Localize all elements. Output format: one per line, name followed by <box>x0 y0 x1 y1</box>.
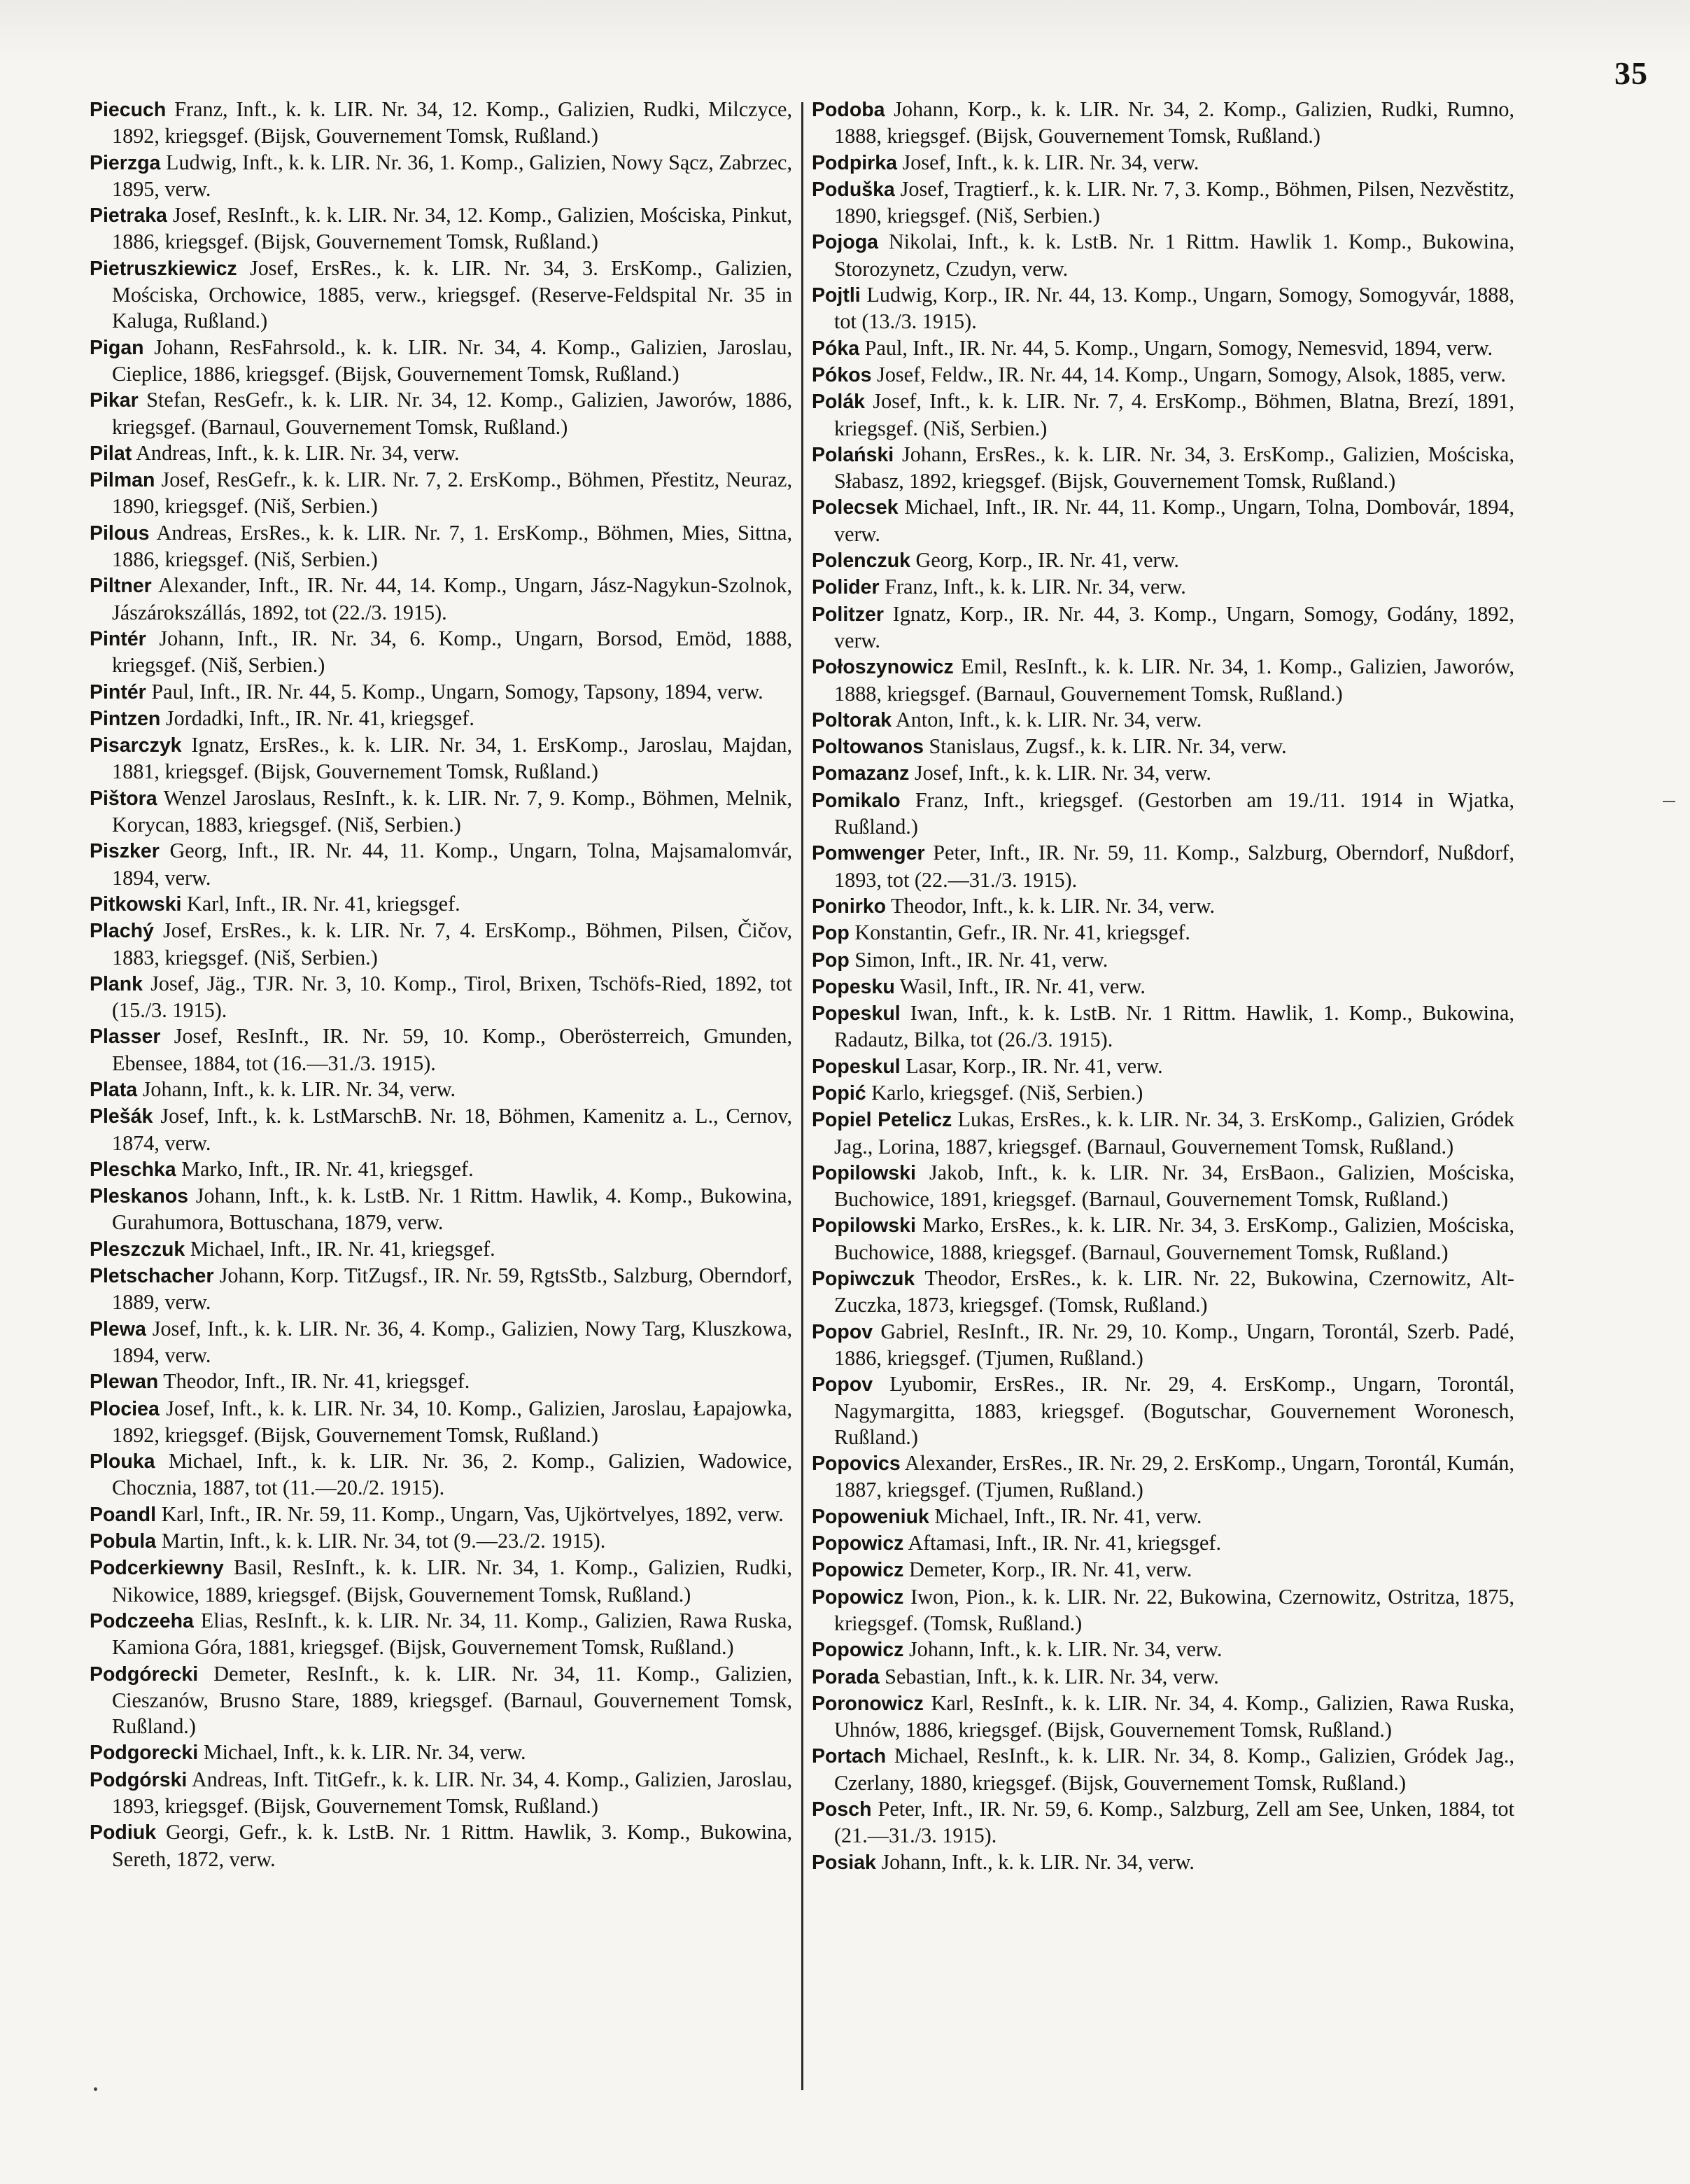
entry-details: Michael, Inft., k. k. LIR. Nr. 34, verw. <box>198 1740 526 1765</box>
entry-surname: Pobula <box>90 1530 157 1553</box>
entry-surname: Pilous <box>90 522 150 545</box>
entry-details: Michael, Inft., IR. Nr. 41, verw. <box>929 1504 1202 1528</box>
entry-surname: Popić <box>812 1082 866 1105</box>
entry-surname: Połoszynowicz <box>812 656 954 679</box>
entry-details: Johann, Inft., k. k. LstB. Nr. 1 Rittm. Hawlik, 4. Komp., Bukowina, Gurahumora, Bottuschana, 1879, verw. <box>112 1184 792 1235</box>
entry <box>90 1316 792 1369</box>
entry-details: Karl, Inft., IR. Nr. 41, kriegsgef. <box>181 891 460 916</box>
entry-surname: Pintér <box>90 680 146 704</box>
entry-surname: Piltner <box>90 575 152 598</box>
entry-details: Peter, Inft., IR. Nr. 59, 6. Komp., Salzburg, Zell am See, Unken, 1884, tot (21.—31./3. 1915). <box>834 1797 1514 1848</box>
entry <box>90 706 792 732</box>
entry <box>812 1319 1514 1372</box>
entry-surname: Piecuch <box>90 99 167 121</box>
entry <box>812 229 1514 282</box>
entry-surname: Plasser <box>90 1026 161 1049</box>
entry <box>90 573 792 626</box>
entry-details: Jakob, Inft., k. k. LIR. Nr. 34, ErsBaon., Galizien, Mościska, Buchowice, 1891, kriegsgef. (Barnaul, Gouvernement Tomsk, Rußland.) <box>834 1160 1514 1212</box>
entry-details: Johann, Inft., k. k. LIR. Nr. 34, verw. <box>875 1849 1195 1874</box>
entry <box>812 1107 1514 1160</box>
entry-surname: Pitkowski <box>90 892 182 916</box>
entry-details: Josef, Tragtierf., k. k. LIR. Nr. 7, 3. Komp., Böhmen, Pilsen, Nezvěstitz, 1890, kriegsgef. (Niš, Serbien.) <box>834 176 1514 228</box>
entry-details: Lasar, Korp., IR. Nr. 41, verw. <box>900 1054 1163 1078</box>
entry <box>812 176 1514 230</box>
entry-details: Andreas, ErsRes., k. k. LIR. Nr. 7, 1. ErsKomp., Böhmen, Mies, Sittna, 1886, kriegsgef. (Niš, Serbien.) <box>112 520 792 572</box>
entry-surname: Posiak <box>812 1851 876 1874</box>
entry-details: Marko, ErsRes., k. k. LIR. Nr. 34, 3. ErsKomp., Galizien, Mościska, Buchowice, 1888, kriegsgef. (Barnaul, Gouvernement Tomsk, Rußland.) <box>834 1213 1514 1264</box>
entry <box>90 626 792 679</box>
entry-surname: Pókos <box>812 363 872 386</box>
entry-details: Iwon, Pion., k. k. LIR. Nr. 22, Bukowina, Czernowitz, Ostritza, 1875, kriegsgef. (Tomsk, Rußland.) <box>834 1584 1514 1635</box>
entry-surname: Polider <box>812 576 880 599</box>
entry-surname: Popowicz <box>812 1639 904 1662</box>
entry-surname: Plata <box>90 1078 138 1101</box>
entry-surname: Plewan <box>90 1371 159 1394</box>
entry-surname: Porada <box>812 1665 880 1688</box>
entry-surname: Pletschacher <box>90 1265 214 1288</box>
entry-details: Wasil, Inft., IR. Nr. 41, verw. <box>894 974 1146 998</box>
entry-surname: Pop <box>812 948 850 972</box>
entry <box>812 1557 1514 1583</box>
entry-details: Josef, ResInft., k. k. LIR. Nr. 34, 12. Komp., Galizien, Mościska, Pinkut, 1886, kriegsgef. (Bijsk, Gouvernement Tomsk, Rußland.) <box>112 203 792 254</box>
entry <box>812 601 1514 654</box>
entry-surname: Plešák <box>90 1105 153 1128</box>
entry <box>812 1450 1514 1504</box>
entry <box>90 1555 792 1608</box>
entry-details: Simon, Inft., IR. Nr. 41, verw. <box>849 947 1108 972</box>
entry-surname: Plouka <box>90 1450 155 1474</box>
entry-surname: Polański <box>812 443 894 466</box>
entry-surname: Pleskanos <box>90 1185 188 1208</box>
entry-surname: Popowicz <box>812 1586 904 1609</box>
entry-surname: Polák <box>812 391 866 414</box>
entry <box>90 97 792 150</box>
entry <box>812 1637 1514 1663</box>
entry <box>90 1077 792 1103</box>
entry-details: Michael, Inft., IR. Nr. 41, kriegsgef. <box>185 1236 495 1261</box>
entry-surname: Pleszczuk <box>90 1238 185 1261</box>
entry-details: Karl, Inft., IR. Nr. 59, 11. Komp., Ungarn, Vas, Ujkörtvelyes, 1892, verw. <box>156 1502 784 1526</box>
entry <box>812 282 1514 335</box>
entry-surname: Polenczuk <box>812 550 910 573</box>
entry-surname: Pleschka <box>90 1158 176 1181</box>
entry <box>90 891 792 918</box>
entry-details: Gabriel, ResInft., IR. Nr. 29, 10. Komp., Ungarn, Torontál, Szerb. Padé, 1886, kriegsgef. (Tjumen, Rußland.) <box>834 1319 1514 1370</box>
entry-surname: Popilowski <box>812 1161 916 1184</box>
entry <box>90 255 792 335</box>
entry-surname: Pintér <box>90 627 146 650</box>
entry <box>812 974 1514 1000</box>
entry-details: Paul, Inft., IR. Nr. 44, 5. Komp., Ungarn, Somogy, Tapsony, 1894, verw. <box>146 679 763 704</box>
entry <box>90 520 792 573</box>
entry <box>812 1160 1514 1213</box>
entry <box>812 707 1514 734</box>
entry-surname: Popiwczuk <box>812 1268 915 1291</box>
entry <box>812 654 1514 707</box>
entry-surname: Popovics <box>812 1452 901 1476</box>
entry-surname: Póka <box>812 337 860 360</box>
entry-details: Georg, Korp., IR. Nr. 41, verw. <box>910 548 1179 573</box>
entry <box>90 732 792 785</box>
entry-details: Sebastian, Inft., k. k. LIR. Nr. 34, verw. <box>879 1664 1219 1688</box>
entry <box>90 150 792 203</box>
entry-details: Basil, ResInft., k. k. LIR. Nr. 34, 1. Komp., Galizien, Rudki, Nikowice, 1889, kriegsgef. (Bijsk, Gouvernement Tomsk, Rußland.) <box>112 1555 792 1606</box>
left-column <box>90 97 792 1872</box>
entry-surname: Pomwenger <box>812 842 925 865</box>
entry-surname: Piszker <box>90 840 160 863</box>
entry-details: Josef, ErsRes., k. k. LIR. Nr. 34, 3. ErsKomp., Galizien, Mościska, Orchowice, 1885, verw., kriegsgef. (Reserve-Feldspital Nr. 35 in Kaluga, Rußland.) <box>112 255 792 333</box>
entry-details: Josef, Inft., k. k. LIR. Nr. 34, verw. <box>909 761 1211 785</box>
entry-details: Konstantin, Gefr., IR. Nr. 41, kriegsgef. <box>849 920 1190 945</box>
entry <box>90 387 792 440</box>
entry-details: Peter, Inft., IR. Nr. 59, 11. Komp., Salzburg, Oberndorf, Nußdorf, 1893, tot (22.—31./3. 1915). <box>834 841 1514 892</box>
entry <box>90 1396 792 1449</box>
entry-details: Ignatz, ErsRes., k. k. LIR. Nr. 34, 1. ErsKomp., Jaroslau, Majdan, 1881, kriegsgef. (Bijsk, Gouvernement Tomsk, Rußland.) <box>112 733 792 784</box>
entry <box>90 838 792 891</box>
margin-dot <box>94 2087 97 2091</box>
entry <box>812 1664 1514 1690</box>
entry-details: Franz, Inft., k. k. LIR. Nr. 34, 12. Komp., Galizien, Rudki, Milczyce, 1892, kriegsgef. (Bijsk, Gouvernement Tomsk, Rußland.) <box>112 97 792 148</box>
entry-surname: Pojoga <box>812 231 879 254</box>
entry-details: Demeter, ResInft., k. k. LIR. Nr. 34, 11. Komp., Galizien, Cieszanów, Brusno Stare, 1889, kriegsgef. (Barnaul, Gouvernement Tomsk, Rußland.) <box>112 1661 792 1739</box>
entry <box>90 1528 792 1555</box>
entry-details: Jordadki, Inft., IR. Nr. 41, kriegsgef. <box>160 706 474 730</box>
entry-details: Josef, Inft., k. k. LstMarschB. Nr. 18, Böhmen, Kamenitz a. L., Cernov, 1874, verw. <box>112 1104 792 1155</box>
entry-surname: Podiuk <box>90 1821 157 1844</box>
entry-surname: Pietruszkiewicz <box>90 257 237 280</box>
entry <box>812 1054 1514 1080</box>
entry <box>90 785 792 839</box>
entry-details: Georg, Inft., IR. Nr. 44, 11. Komp., Ungarn, Tolna, Majsamalomvár, 1894, verw. <box>112 839 792 890</box>
entry-surname: Poltowanos <box>812 736 924 759</box>
entry <box>812 1530 1514 1557</box>
entry-surname: Popowicz <box>812 1559 904 1582</box>
entry-details: Josef, ErsRes., k. k. LIR. Nr. 7, 4. ErsKomp., Böhmen, Pilsen, Čičov, 1883, kriegsgef. (Niš, Serbien.) <box>112 918 792 969</box>
entry-surname: Poduška <box>812 178 895 201</box>
entry <box>812 1849 1514 1876</box>
entry <box>812 840 1514 893</box>
entry <box>812 1690 1514 1744</box>
entry <box>90 679 792 706</box>
entry <box>90 202 792 255</box>
entry <box>812 1584 1514 1637</box>
entry-surname: Pietraka <box>90 204 167 227</box>
entry <box>812 335 1514 362</box>
entry-surname: Podczeeha <box>90 1609 194 1632</box>
entry-details: Theodor, Inft., IR. Nr. 41, kriegsgef. <box>158 1369 470 1394</box>
entry-surname: Politzer <box>812 603 884 626</box>
entry-details: Stanislaus, Zugsf., k. k. LIR. Nr. 34, verw. <box>923 734 1287 759</box>
entry-details: Iwan, Inft., k. k. LstB. Nr. 1 Rittm. Hawlik, 1. Komp., Bukowina, Radautz, Bilka, tot (26./3. 1915). <box>834 1001 1514 1052</box>
entry-details: Josef, Inft., k. k. LIR. Nr. 36, 4. Komp., Galizien, Nowy Targ, Kluszkowa, 1894, verw. <box>112 1316 792 1367</box>
entry-details: Elias, ResInft., k. k. LIR. Nr. 34, 11. Komp., Galizien, Rawa Ruska, Kamiona Góra, 1881, kriegsgef. (Bijsk, Gouvernement Tomsk, Rußland.) <box>112 1608 792 1660</box>
entry-details: Michael, Inft., IR. Nr. 44, 11. Komp., Ungarn, Tolna, Dombovár, 1894, verw. <box>834 495 1514 546</box>
entry <box>90 918 792 971</box>
entry-details: Josef, Inft., k. k. LIR. Nr. 34, verw. <box>896 150 1199 174</box>
entry <box>812 788 1514 841</box>
entry <box>812 1266 1514 1319</box>
entry-details: Alexander, Inft., IR. Nr. 44, 14. Komp., Ungarn, Jász-Nagykun-Szolnok, Jászárokszállás, 1892, tot (22./3. 1915). <box>112 573 792 624</box>
entry <box>90 440 792 467</box>
entry-surname: Poandl <box>90 1503 157 1526</box>
entry-surname: Pištora <box>90 787 157 810</box>
column-divider <box>801 102 803 2090</box>
entry <box>812 920 1514 946</box>
entry-surname: Podgórski <box>90 1768 188 1791</box>
page-number: 35 <box>1614 55 1648 91</box>
entry <box>812 1371 1514 1450</box>
entry-details: Theodor, ErsRes., k. k. LIR. Nr. 22, Bukowina, Czernowitz, Alt-Zuczka, 1873, kriegsgef. (Tomsk, Rußland.) <box>834 1266 1514 1317</box>
entry-details: Aftamasi, Inft., IR. Nr. 41, kriegsgef. <box>903 1531 1222 1555</box>
entry-surname: Podgorecki <box>90 1742 199 1765</box>
entry <box>90 1502 792 1528</box>
entry-surname: Podcerkiewny <box>90 1557 224 1580</box>
entry <box>90 335 792 388</box>
entry <box>90 1608 792 1661</box>
entry-details: Josef, ResGefr., k. k. LIR. Nr. 7, 2. ErsKomp., Böhmen, Přestitz, Neuraz, 1890, kriegsgef. (Niš, Serbien.) <box>112 468 792 519</box>
entry-surname: Portach <box>812 1745 887 1768</box>
entry-surname: Popesku <box>812 975 895 998</box>
entry-details: Michael, Inft., k. k. LIR. Nr. 36, 2. Komp., Galizien, Wadowice, Chocznia, 1887, tot (11.—20./2. 1915). <box>112 1449 792 1500</box>
entry-details: Josef, Inft., k. k. LIR. Nr. 7, 4. ErsKomp., Böhmen, Blatna, Brezí, 1891, kriegsgef. (Niš, Serbien.) <box>834 389 1514 440</box>
entry-surname: Podpirka <box>812 151 897 174</box>
entry <box>90 1448 792 1502</box>
entry <box>812 1743 1514 1796</box>
entry <box>90 1740 792 1766</box>
entry-surname: Pilat <box>90 442 132 465</box>
entry-details: Lyubomir, ErsRes., IR. Nr. 29, 4. ErsKomp., Ungarn, Torontál, Nagymargitta, 1883, kriegsgef. (Bogutschar, Gouvernement Woronesch, Rußland.) <box>834 1372 1514 1449</box>
entry-surname: Popilowski <box>812 1214 916 1238</box>
entry-surname: Poronowicz <box>812 1692 924 1715</box>
entry-surname: Pomikalo <box>812 789 901 812</box>
entry-details: Paul, Inft., IR. Nr. 44, 5. Komp., Ungarn, Somogy, Nemesvid, 1894, verw. <box>859 335 1493 360</box>
entry-surname: Popoweniuk <box>812 1505 929 1528</box>
entry-surname: Pintzen <box>90 707 161 730</box>
entry-details: Johann, Inft., k. k. LIR. Nr. 34, verw. <box>903 1637 1223 1662</box>
entry-details: Josef, ResInft., IR. Nr. 59, 10. Komp., Oberösterreich, Gmunden, Ebensee, 1884, tot (16.—31./3. 1915). <box>112 1024 792 1075</box>
entry <box>812 1080 1514 1107</box>
entry <box>90 1156 792 1183</box>
entry-details: Ignatz, Korp., IR. Nr. 44, 3. Komp., Ungarn, Somogy, Godány, 1892, verw. <box>834 601 1514 652</box>
entry-details: Alexander, ErsRes., IR. Nr. 29, 2. ErsKomp., Ungarn, Torontál, Kumán, 1887, kriegsgef. (Tjumen, Rußland.) <box>834 1451 1514 1502</box>
entry-details: Josef, Jäg., TJR. Nr. 3, 10. Komp., Tirol, Brixen, Tschöfs-Ried, 1892, tot (15./3. 1915). <box>112 971 792 1023</box>
entry <box>812 947 1514 974</box>
entry-details: Franz, Inft., kriegsgef. (Gestorben am 19./11. 1914 in Wjatka, Rußland.) <box>834 788 1514 839</box>
margin-mark <box>1663 801 1675 802</box>
entry-surname: Pilman <box>90 469 155 492</box>
entry-surname: Podgórecki <box>90 1662 199 1686</box>
entry-details: Martin, Inft., k. k. LIR. Nr. 34, tot (9.—23./2. 1915). <box>156 1529 606 1553</box>
entry-surname: Pomazanz <box>812 762 910 785</box>
entry <box>812 1000 1514 1054</box>
entry-details: Johann, ErsRes., k. k. LIR. Nr. 34, 3. ErsKomp., Galizien, Mościska, Słabasz, 1892, kriegsgef. (Bijsk, Gouvernement Tomsk, Rußland.) <box>834 442 1514 493</box>
entry-details: Ludwig, Korp., IR. Nr. 44, 13. Komp., Ungarn, Somogy, Somogyvár, 1888, tot (13./3. 1915). <box>834 283 1514 334</box>
entry-surname: Plachý <box>90 920 154 943</box>
entry-details: Michael, ResInft., k. k. LIR. Nr. 34, 8. Komp., Galizien, Gródek Jag., Czerlany, 1880, kriegsgef. (Bijsk, Gouvernement Tomsk, Rußland.) <box>834 1744 1514 1795</box>
entry <box>812 150 1514 176</box>
entry-surname: Pierzga <box>90 151 161 174</box>
entry <box>812 734 1514 760</box>
entry-surname: Popov <box>812 1320 873 1343</box>
entry-details: Karlo, kriegsgef. (Niš, Serbien.) <box>866 1080 1143 1105</box>
entry <box>812 1796 1514 1849</box>
entry-details: Johann, Inft., k. k. LIR. Nr. 34, verw. <box>137 1077 456 1101</box>
entry <box>90 1368 792 1395</box>
entry-surname: Popeskul <box>812 1055 901 1078</box>
entry-details: Marko, Inft., IR. Nr. 41, kriegsgef. <box>176 1156 474 1181</box>
entry-details: Johann, Korp., k. k. LIR. Nr. 34, 2. Komp., Galizien, Rudki, Rumno, 1888, kriegsgef. (Bijsk, Gouvernement Tomsk, Rußland.) <box>834 97 1514 148</box>
entry <box>812 760 1514 787</box>
entry-surname: Popowicz <box>812 1532 904 1555</box>
entry <box>90 1819 792 1872</box>
entry <box>812 1504 1514 1530</box>
entry <box>90 1767 792 1820</box>
entry-surname: Posch <box>812 1798 872 1821</box>
entry <box>812 1212 1514 1266</box>
entry-details: Emil, ResInft., k. k. LIR. Nr. 34, 1. Komp., Galizien, Jaworów, 1888, kriegsgef. (Barnaul, Gouvernement Tomsk, Rußland.) <box>834 654 1514 706</box>
entry-surname: Pisarczyk <box>90 734 182 757</box>
entry-details: Josef, Inft., k. k. LIR. Nr. 34, 10. Komp., Galizien, Jaroslau, Łapajowka, 1892, kriegsgef. (Bijsk, Gouvernement Tomsk, Rußland.) <box>112 1396 792 1447</box>
entry-details: Andreas, Inft., k. k. LIR. Nr. 34, verw. <box>132 440 460 465</box>
entry <box>90 1263 792 1316</box>
entry <box>90 1661 792 1740</box>
entry-details: Theodor, Inft., k. k. LIR. Nr. 34, verw. <box>886 893 1216 918</box>
entry <box>90 467 792 520</box>
entry <box>90 1183 792 1236</box>
entry-surname: Polecsek <box>812 496 899 519</box>
entry-surname: Ponirko <box>812 895 887 918</box>
entry-surname: Pigan <box>90 336 144 359</box>
entry-details: Georgi, Gefr., k. k. LstB. Nr. 1 Rittm. Hawlik, 3. Komp., Bukowina, Sereth, 1872, verw. <box>112 1820 792 1871</box>
entry-surname: Pop <box>812 922 850 945</box>
entry <box>812 97 1514 150</box>
entry-details: Anton, Inft., k. k. LIR. Nr. 34, verw. <box>892 707 1202 732</box>
entry <box>812 574 1514 601</box>
entry-details: Karl, ResInft., k. k. LIR. Nr. 34, 4. Komp., Galizien, Rawa Ruska, Uhnów, 1886, kriegsgef. (Bijsk, Gouvernement Tomsk, Rußland.) <box>834 1690 1514 1742</box>
entry-surname: Plewa <box>90 1317 146 1340</box>
entry <box>812 362 1514 388</box>
entry <box>90 1236 792 1263</box>
entry-surname: Poltorak <box>812 708 892 732</box>
entry-details: Johann, Inft., IR. Nr. 34, 6. Komp., Ungarn, Borsod, Emöd, 1888, kriegsgef. (Niš, Serbien.) <box>112 626 792 678</box>
entry-surname: Podoba <box>812 99 885 121</box>
entry-surname: Popov <box>812 1373 873 1396</box>
entry-surname: Plank <box>90 972 143 995</box>
entry-details: Josef, Feldw., IR. Nr. 44, 14. Komp., Ungarn, Somogy, Alsok, 1885, verw. <box>871 362 1506 386</box>
entry-surname: Pojtli <box>812 284 861 307</box>
entry-details: Johann, ResFahrsold., k. k. LIR. Nr. 34, 4. Komp., Galizien, Jaroslau, Cieplice, 1886, kriegsgef. (Bijsk, Gouvernement Tomsk, Rußland.) <box>112 335 792 386</box>
entry <box>90 1023 792 1077</box>
entry-details: Demeter, Korp., IR. Nr. 41, verw. <box>903 1558 1192 1582</box>
entry-details: Ludwig, Inft., k. k. LIR. Nr. 36, 1. Komp., Galizien, Nowy Sącz, Zabrzec, 1895, verw. <box>112 150 792 201</box>
entry <box>812 893 1514 920</box>
entry-details: Wenzel Jaroslaus, ResInft., k. k. LIR. Nr. 7, 9. Komp., Böhmen, Melnik, Korycan, 1883, kriegsgef. (Niš, Serbien.) <box>112 785 792 837</box>
entry-details: Johann, Korp. TitZugsf., IR. Nr. 59, RgtsStb., Salzburg, Oberndorf, 1889, verw. <box>112 1264 792 1315</box>
right-column <box>812 97 1514 1876</box>
entry-details: Franz, Inft., k. k. LIR. Nr. 34, verw. <box>879 575 1186 599</box>
entry-details: Nikolai, Inft., k. k. LstB. Nr. 1 Rittm. Hawlik 1. Komp., Bukowina, Storozynetz, Czudyn, verw. <box>834 230 1514 281</box>
entry <box>90 1103 792 1156</box>
entry-surname: Popeskul <box>812 1002 901 1026</box>
entry-surname: Popiel Petelicz <box>812 1109 952 1132</box>
entry-details: Lukas, ErsRes., k. k. LIR. Nr. 34, 3. ErsKomp., Galizien, Gródek Jag., Lorina, 1887, kriegsgef. (Barnaul, Gouvernement Tomsk, Rußland.) <box>834 1107 1514 1158</box>
entry <box>90 971 792 1024</box>
entry-details: Stefan, ResGefr., k. k. LIR. Nr. 34, 12. Komp., Galizien, Jaworów, 1886, kriegsgef. (Barnaul, Gouvernement Tomsk, Rußland.) <box>112 388 792 439</box>
entry <box>812 388 1514 442</box>
entry <box>812 547 1514 574</box>
entry <box>812 442 1514 495</box>
entry-surname: Plociea <box>90 1397 160 1420</box>
entry <box>812 494 1514 547</box>
entry-surname: Pikar <box>90 389 139 412</box>
entry-details: Andreas, Inft. TitGefr., k. k. LIR. Nr. 34, 4. Komp., Galizien, Jaroslau, 1893, kriegsgef. (Bijsk, Gouvernement Tomsk, Rußland.) <box>112 1767 792 1818</box>
